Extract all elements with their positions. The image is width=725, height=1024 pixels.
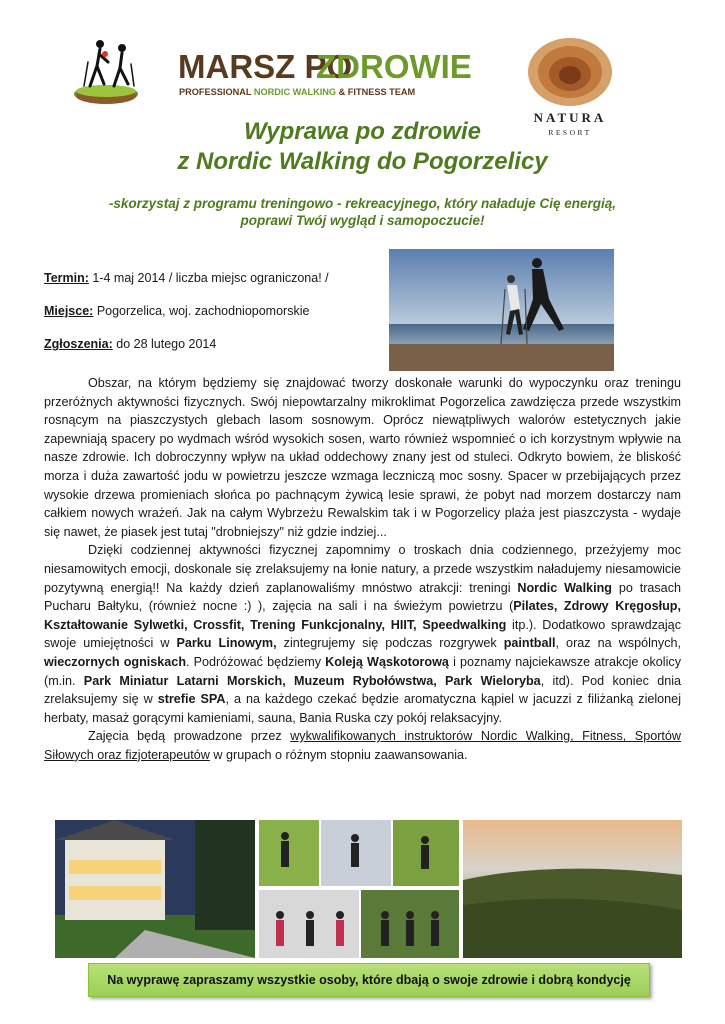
footer-banner [88, 963, 650, 997]
info-termin [44, 270, 329, 286]
info-zgloszenia [44, 336, 216, 352]
miejsce-label: Miejsce: [44, 304, 94, 318]
subtitle-line-2: poprawi Twój wygląd i samopoczucie! [240, 213, 485, 228]
paragraph-3: Zajęcia będą prowadzone przez wykwalifikowanych instruktorów Nordic Walking, Fitness, Sportów Siłowych oraz fizjoterapeutów w grupach o różnym stopniu zaawansowania. [44, 729, 681, 762]
title-line-1: Wyprawa po zdrowie [244, 118, 481, 145]
termin-label: Termin: [44, 271, 89, 285]
paragraph-2: Dzięki codziennej aktywności fizycznej zapomnimy o troskach dnia codziennego, przeżyjemy moc niesamowitych emocji, doskonale się zrelaksujemy na łonie natury, a przede wszystkim naładujemy niesamowicie pozytywną energią!! Na każdy dzień zaplanowaliśmy mnóstwo atrakcji: treningi Nordic Walking po trasach Pucharu Bałtyku, (również nocne :) ), zajęcia na sali i na świeżym powietrzu (Pilates, Zdrowy Kręgosłup, Kształtowanie Sylwetki, Crossfit, Trening Funkcjonalny, HIIT, Speedwalking itp.). Dodatkowo sprawdzając swoje umiejętności w Parku Linowym, zintegrujemy się podczas rozgrywek paintball, oraz na wspólnych, wieczornych ogniskach. Podróżować będziemy Koleją Wąskotorową i poznamy najciekawsze atrakcje okolicy (m.in. Park Miniatur Latarni Morskich, Muzeum Rybołówstwa, Park Wieloryba, itd). Pod koniec dnia zrelaksujemy się w strefie SPA, a na każdego czekać będzie aromatyczna kąpiel w jacuzzi z filiżanką zielonej herbaty, masaż gorącymi kamieniami, sauna, Bania Ruska czy pokój relaksacyjny. [44, 543, 682, 725]
logo-brand-part1: MARSZ PO [178, 48, 353, 85]
zgloszenia-value: do 28 lutego 2014 [112, 337, 217, 351]
title-line-2: z Nordic Walking do Pogorzelicy [177, 148, 548, 175]
fitness-photos-grid [259, 820, 459, 958]
info-miejsce [44, 303, 309, 319]
body-text [44, 374, 681, 764]
photo-collage [55, 820, 682, 958]
natura-sub: RESORT [548, 128, 592, 137]
paragraph-1: Obszar, na którym będziemy się znajdować tworzy doskonałe warunki do wypoczynku oraz treningu przeróżnych aktywności fizycznych. Swój niepowtarzalny mikroklimat Pogorzelica zawdzięcza przede wszystkim rosnącym na piaszczystych glebach lasom sosnowym. Oprócz niewątpliwych walorów estetycznych jakie zapewniają spacery po wydmach wśród wysokich sosen, warto również wspomnieć o ich korzystnym wpływie na nasze zdrowie. Ich dobroczynny wpływ na układ oddechowy znany jest od stuleci. Odkryto bowiem, że bliskość morza i duża zawartość jodu w powietrzu jeszcze wzmaga leczniczą moc sosny. Spacer w przebijających przez wysokie drzewa promieniach słońca po pachnącym żywicą lesie sprawi, że pobyt nad morzem dostarczy nam całkiem nowych wrażeń. Jak na całym Wybrzeżu Rewalskim tak i w Pogorzelicy plaża jest piaszczysta - wydaje się nawet, że piasek jest tutaj "drobniejszy" niż gdzie indziej... [44, 376, 681, 539]
termin-value: 1-4 maj 2014 / liczba miejsc ograniczona! / [88, 271, 329, 285]
zgloszenia-label: Zgłoszenia: [44, 337, 113, 351]
beach-nordic-walking-photo [389, 249, 614, 371]
footer-text: Na wyprawę zapraszamy wszystkie osoby, które dbają o swoje zdrowie i dobrą kondycję [107, 973, 631, 987]
subtitle-line-1: -skorzystaj z programu treningowo - rekreacyjnego, który naładuje Cię energią, [108, 196, 617, 211]
natura-brand: NATURA [533, 110, 607, 125]
forest-aerial-photo [463, 820, 682, 958]
miejsce-value: Pogorzelica, woj. zachodniopomorskie [93, 304, 310, 318]
marsz-po-zdrowie-logo [70, 34, 472, 116]
logo-tagline: PROFESSIONAL NORDIC WALKING & FITNESS TEAM [179, 87, 416, 97]
subtitle [40, 195, 685, 229]
logo-brand-part2: ZDROWIE [316, 48, 472, 85]
resort-building-photo [55, 820, 255, 958]
